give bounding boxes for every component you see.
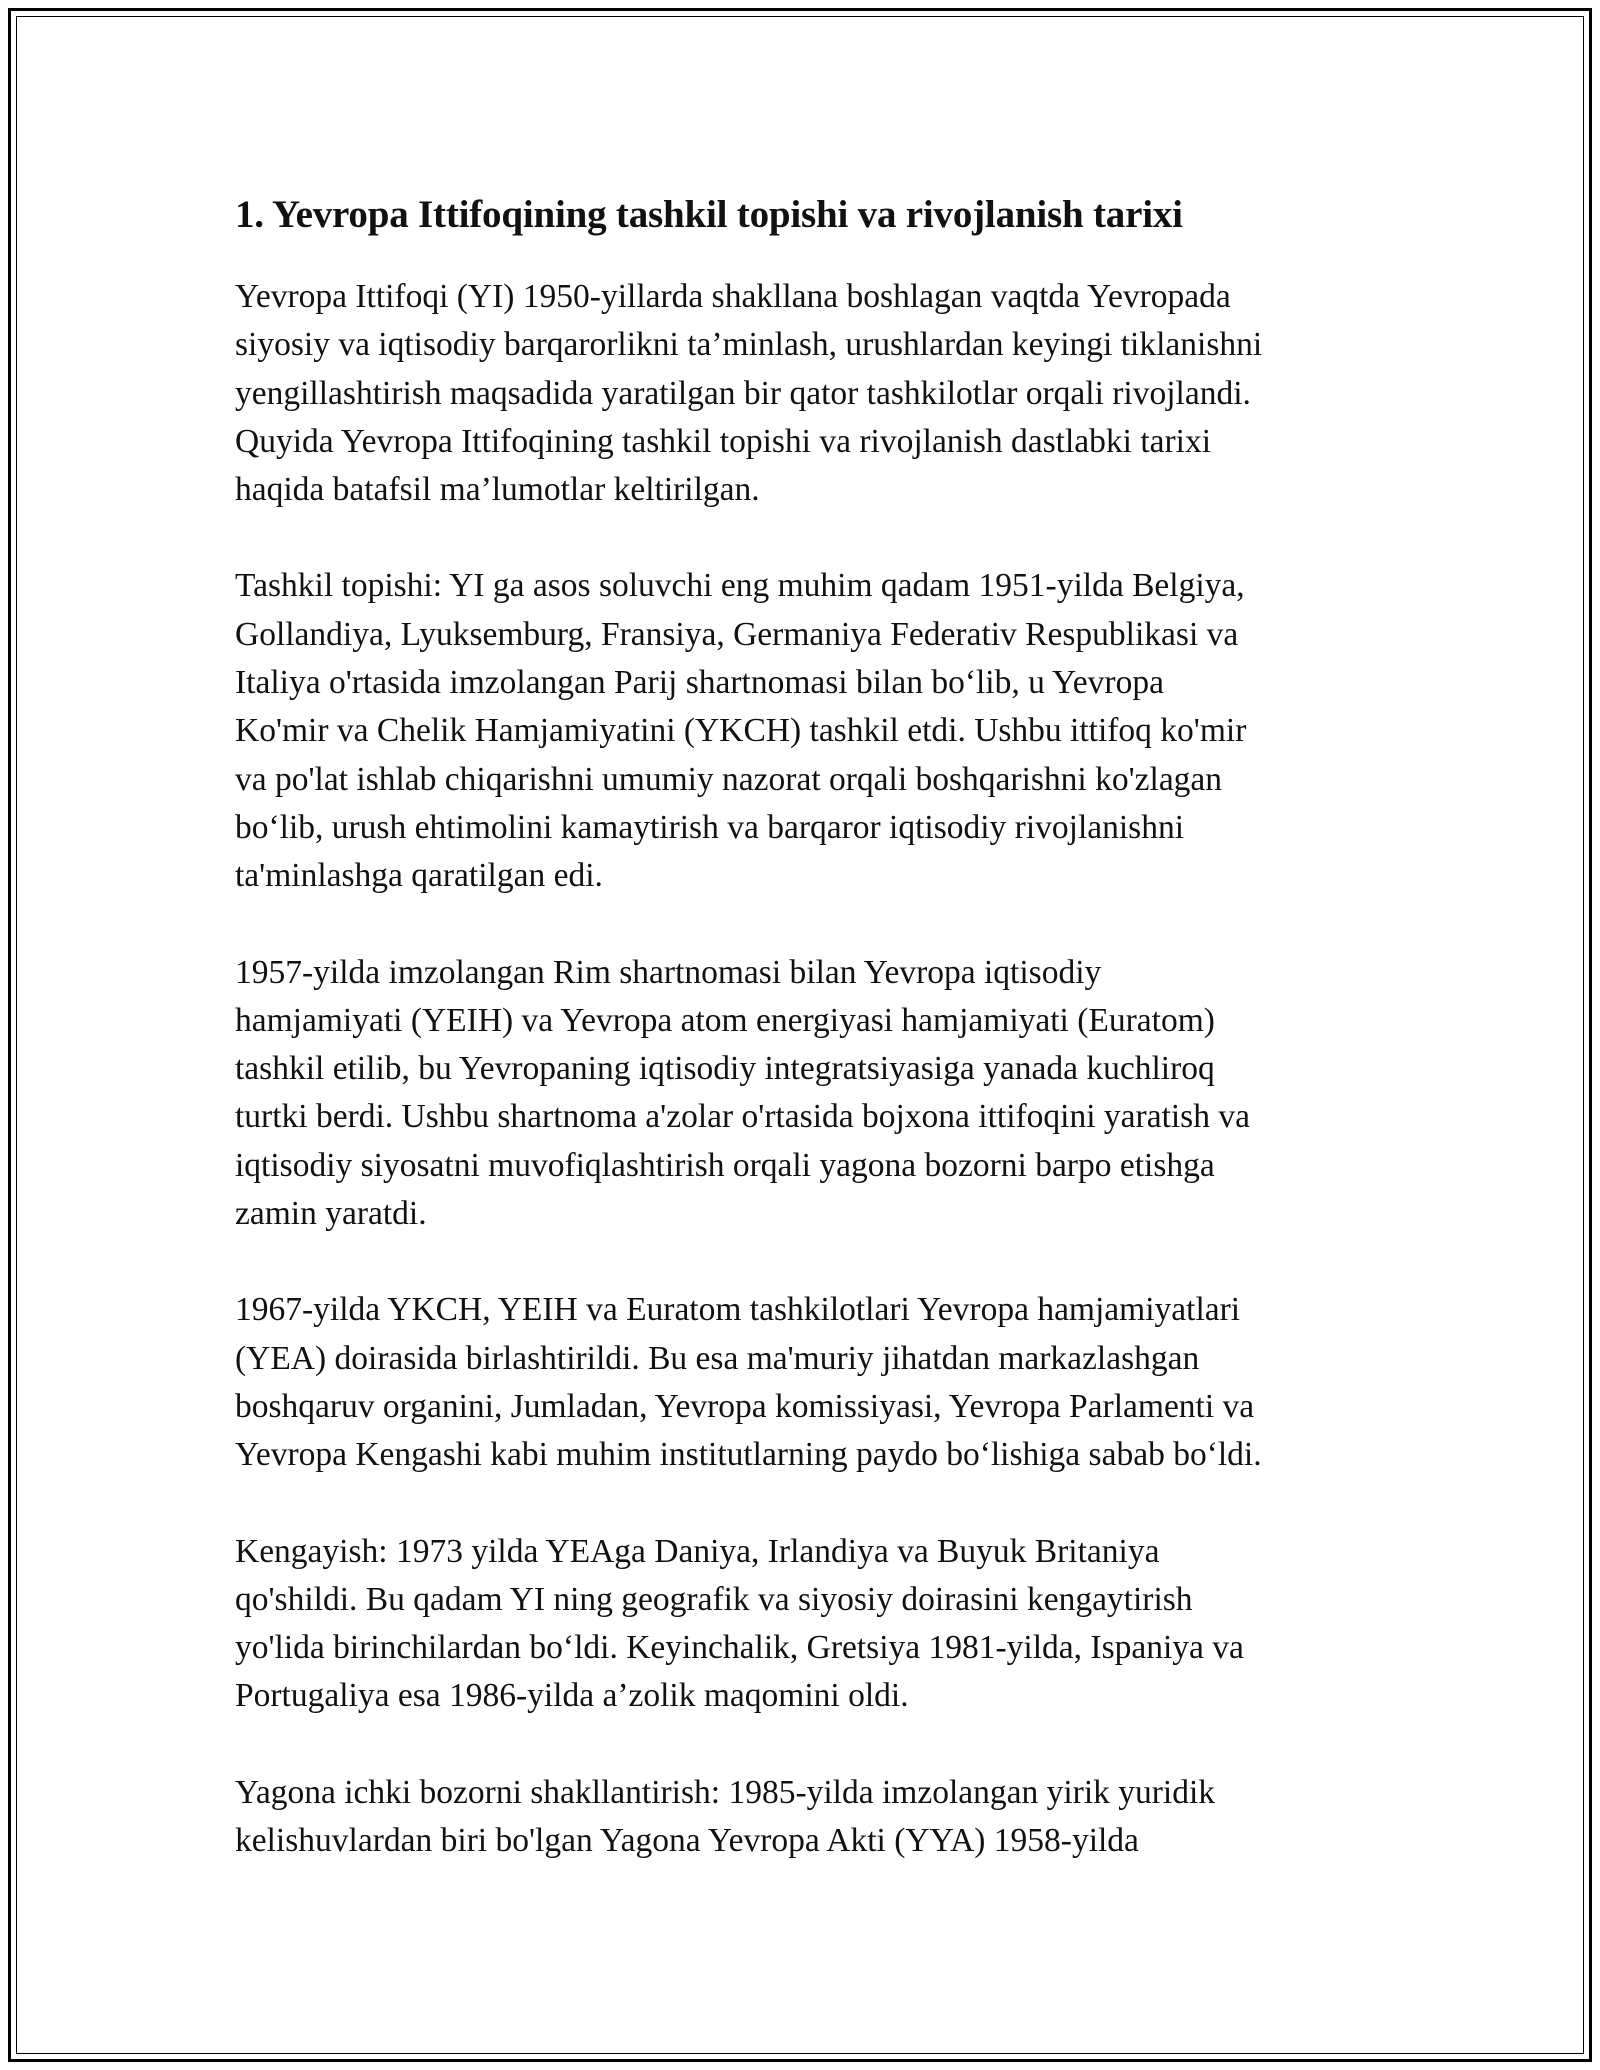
- text-line: Yevropa Ittifoqi (YI) 1950-yillarda shakllana boshlagan vaqtda Yevropada: [235, 278, 1231, 315]
- text-line: qo'shildi. Bu qadam YI ning geografik va siyosiy doirasini kengaytirish: [235, 1580, 1193, 1618]
- text-line: yo'lida birinchilardan boʻldi. Keyinchalik, Gretsiya 1981-yilda, Ispaniya va: [235, 1629, 1244, 1667]
- text-line: Kengayish: 1973 yilda YEAga Daniya, Irlandiya va Buyuk Britaniya: [235, 1532, 1160, 1570]
- paragraph-single-market: [235, 1769, 1375, 1866]
- text-line: Gollandiya, Lyuksemburg, Fransiya, Germaniya Federativ Respublikasi va: [235, 615, 1239, 653]
- text-line: boshqaruv organini, Jumladan, Yevropa komissiyasi, Yevropa Parlamenti va: [235, 1387, 1255, 1425]
- text-line: 1957-yilda imzolangan Rim shartnomasi bilan Yevropa iqtisodiy: [235, 953, 1102, 991]
- text-line: (YEA) doirasida birlashtirildi. Bu esa ma'muriy jihatdan markazlashgan: [235, 1339, 1200, 1377]
- paragraph-intro: [235, 273, 1375, 514]
- text-line: ta'minlashga qaratilgan edi.: [235, 857, 603, 895]
- text-line: Tashkil topishi: YI ga asos soluvchi eng muhim qadam 1951-yilda Belgiya,: [235, 567, 1245, 605]
- text-line: Yevropa Kengashi kabi muhim institutlarning paydo boʻlishiga sabab boʻldi.: [235, 1436, 1262, 1474]
- paragraph-founding: [235, 562, 1375, 900]
- text-line: 1967-yilda YKCH, YEIH va Euratom tashkilotlari Yevropa hamjamiyatlari: [235, 1291, 1241, 1329]
- text-line: kelishuvlardan biri bo'lgan Yagona Yevropa Akti (YYA) 1958-yilda: [235, 1822, 1139, 1860]
- paragraph-merger: [235, 1286, 1375, 1479]
- text-line: tashkil etilib, bu Yevropaning iqtisodiy integratsiyasiga yanada kuchliroq: [235, 1050, 1215, 1088]
- text-line: Italiya o'rtasida imzolangan Parij shartnomasi bilan boʻlib, u Yevropa: [235, 664, 1164, 702]
- text-line: yengillashtirish maqsadida yaratilgan bir qator tashkilotlar orqali rivojlandi.: [235, 374, 1251, 412]
- text-line: haqida batafsil ma’lumotlar keltirilgan.: [235, 471, 760, 509]
- text-line: boʻlib, urush ehtimolini kamaytirish va barqaror iqtisodiy rivojlanishni: [235, 808, 1185, 846]
- text-line: zamin yaratdi.: [235, 1195, 427, 1233]
- text-line: Portugaliya esa 1986-yilda a’zolik maqomini oldi.: [235, 1677, 909, 1715]
- section-heading: 1. Yevropa Ittifoqining tashkil topishi va rivojlanish tarixi: [235, 193, 1183, 236]
- text-line: siyosiy va iqtisodiy barqarorlikni ta’minlash, urushlardan keyingi tiklanishni: [235, 326, 1263, 364]
- text-line: Quyida Yevropa Ittifoqining tashkil topishi va rivojlanish dastlabki tarixi: [235, 422, 1212, 460]
- paragraph-enlargement: [235, 1528, 1375, 1721]
- text-line: Ko'mir va Chelik Hamjamiyatini (YKCH) tashkil etdi. Ushbu ittifoq ko'mir: [235, 712, 1247, 750]
- paragraph-rome-treaty: [235, 949, 1375, 1239]
- text-line: turtki berdi. Ushbu shartnoma a'zolar o'rtasida bojxona ittifoqini yaratish va: [235, 1098, 1250, 1136]
- text-line: hamjamiyati (YEIH) va Yevropa atom energiyasi hamjamiyati (Euratom): [235, 1001, 1215, 1039]
- text-line: va po'lat ishlab chiqarishni umumiy nazorat orqali boshqarishni ko'zlagan: [235, 760, 1223, 798]
- document-page: [235, 187, 1375, 1865]
- text-line: Yagona ichki bozorni shakllantirish: 1985-yilda imzolangan yirik yuridik: [235, 1773, 1216, 1811]
- text-line: iqtisodiy siyosatni muvofiqlashtirish orqali yagona bozorni barpo etishga: [235, 1146, 1215, 1184]
